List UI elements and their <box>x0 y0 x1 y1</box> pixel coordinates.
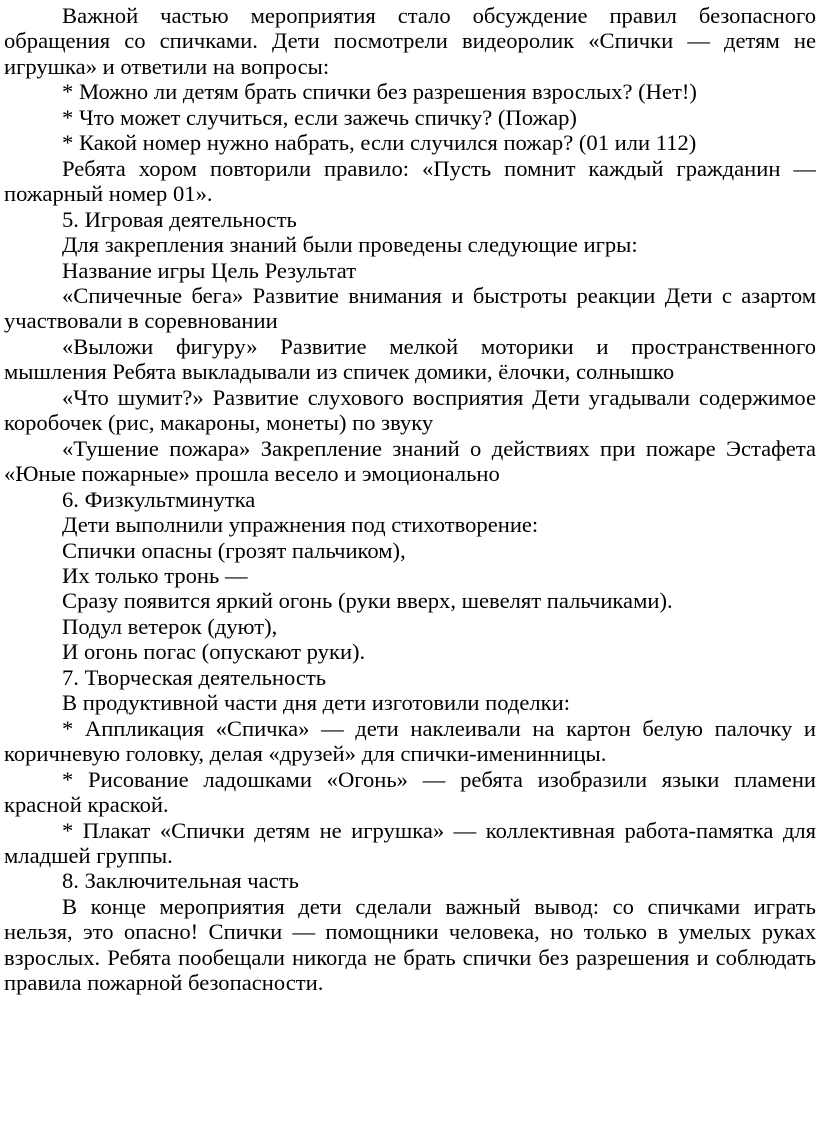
poem-line-2: Их только тронь — <box>62 562 248 588</box>
question-permission: * Можно ли детям брать спички без разрешения взрослых? (Нет!) <box>62 79 697 105</box>
paragraph-games-intro: Для закрепления знаний были проведены следующие игры: <box>62 232 638 258</box>
section-heading-exercise: 6. Физкультминутка <box>62 486 256 512</box>
craft-poster: * Плакат «Спички детям не игрушка» — коллективная работа-памятка для младшей группы. <box>4 817 816 868</box>
game-row-fire-fighting: «Тушение пожара» Закрепление знаний о действиях при пожаре Эстафета «Юные пожарные» прошла весело и эмоционально <box>4 435 816 487</box>
paragraph-matches-discussion: Важной частью мероприятия стало обсуждение правил безопасного обращения со спичками. Дети посмотрели видеоролик «Спички — детям не игрушка» и ответили на вопросы: <box>4 3 816 79</box>
craft-applique: * Аппликация «Спичка» — дети наклеивали на картон белую палочку и коричневую головку, делая «друзей» для спички-именинницы. <box>4 715 816 767</box>
question-phone-number: * Какой номер нужно набрать, если случился пожар? (01 или 112) <box>62 130 697 156</box>
document-page <box>4 3 816 996</box>
game-row-what-sounds: «Что шумит?» Развитие слухового восприятия Дети угадывали содержимое коробочек (рис, макароны, монеты) по звуку <box>4 384 816 436</box>
section-heading-creative: 7. Творческая деятельность <box>62 664 327 690</box>
paragraph-rule: Ребята хором повторили правило: «Пусть помнит каждый гражданин — пожарный номер 01». <box>4 155 816 207</box>
game-row-figure: «Выложи фигуру» Развитие мелкой моторики и пространственного мышления Ребята выкладывали из спичек домики, ёлочки, солнышко <box>4 333 816 385</box>
games-table-header: Название игры Цель Результат <box>62 257 357 283</box>
paragraph-conclusion: В конце мероприятия дети сделали важный вывод: со спичками играть нельзя, это опасно! Спички — помощники человека, но только в умелых руках взрослых. Ребята пообещали никогда не брать спички без разрешения и соблюдать правила пожарной безопасности. <box>4 893 816 996</box>
section-heading-conclusion: 8. Заключительная часть <box>62 868 299 894</box>
section-heading-games: 5. Игровая деятельность <box>62 206 297 232</box>
game-row-match-race: «Спичечные бега» Развитие внимания и быстроты реакции Дети с азартом участвовали в соревновании <box>4 282 816 334</box>
poem-line-1: Спички опасны (грозят пальчиком), <box>62 537 406 563</box>
paragraph-exercise-intro: Дети выполнили упражнения под стихотворение: <box>62 512 539 538</box>
craft-palm-drawing: * Рисование ладошками «Огонь» — ребята изобразили языки пламени красной краской. <box>4 766 816 818</box>
paragraph-creative-intro: В продуктивной части дня дети изготовили поделки: <box>62 690 571 716</box>
poem-line-5: И огонь погас (опускают руки). <box>62 639 366 665</box>
poem-line-3: Сразу появится яркий огонь (руки вверх, шевелят пальчиками). <box>62 588 673 614</box>
question-consequence: * Что может случиться, если зажечь спичку? (Пожар) <box>62 104 577 130</box>
poem-line-4: Подул ветерок (дуют), <box>62 613 278 639</box>
